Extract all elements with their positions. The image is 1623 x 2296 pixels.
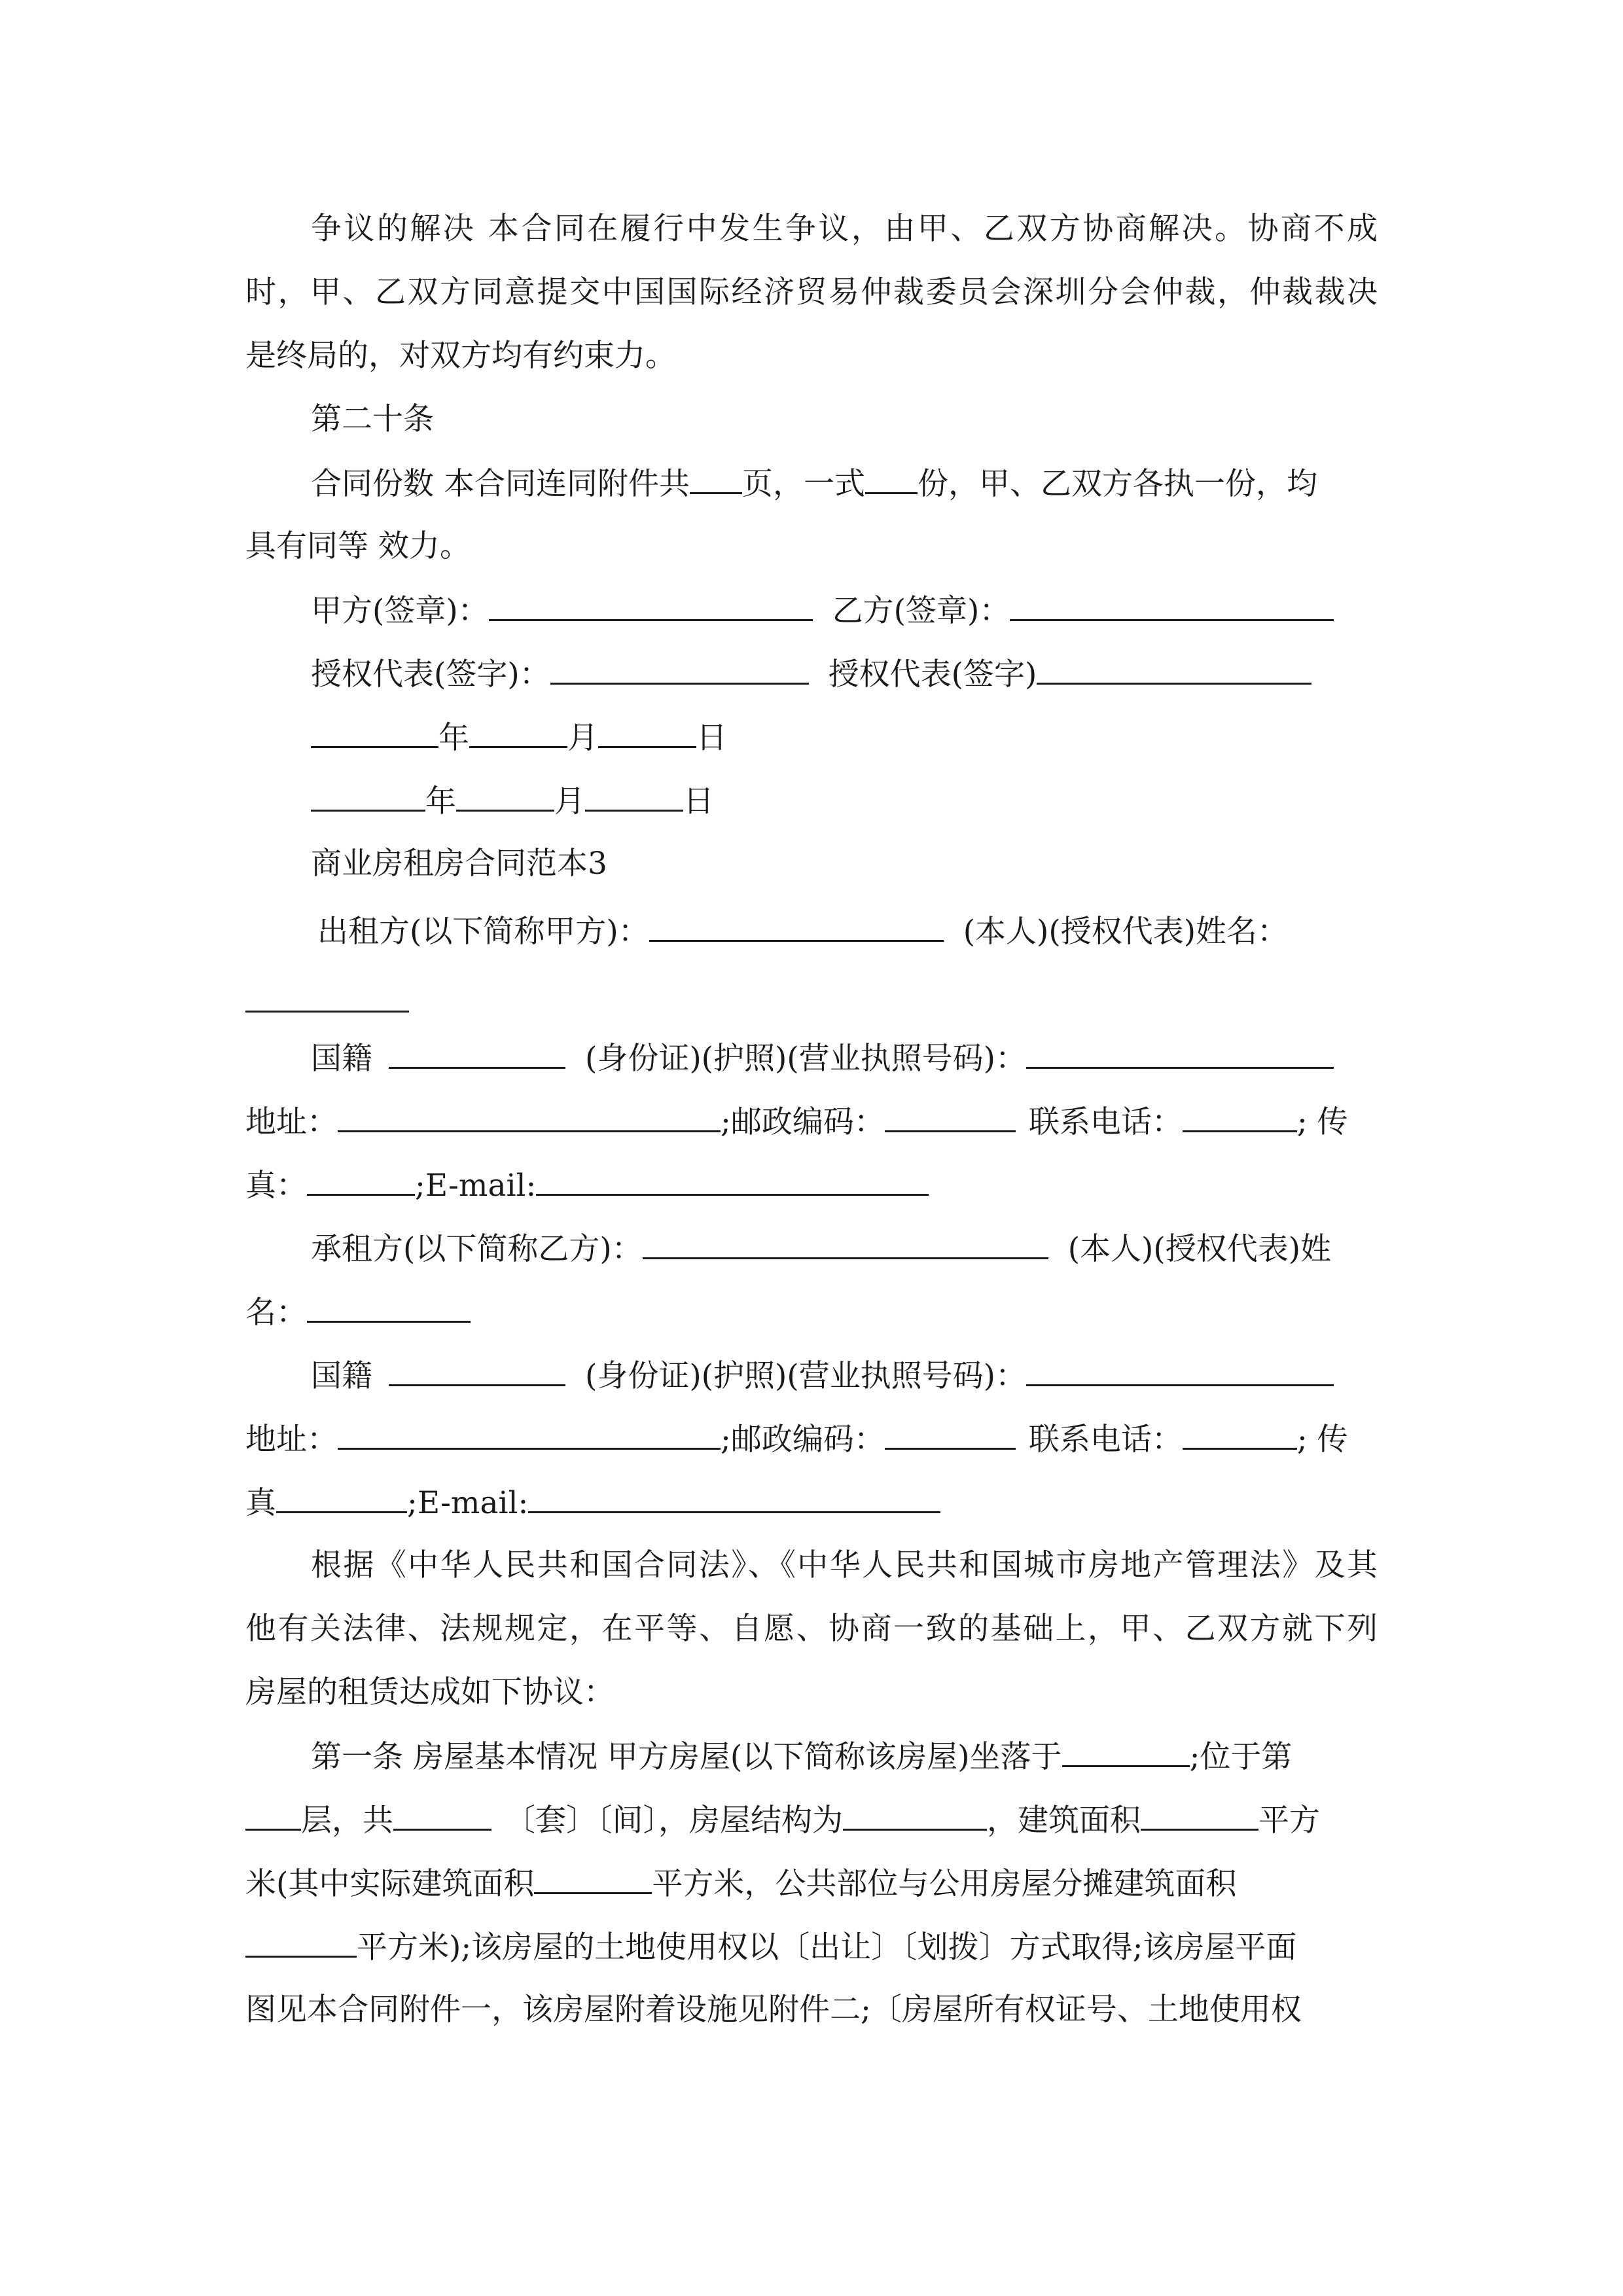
day-blank-b[interactable] <box>585 781 683 812</box>
fax-label-a1: ; 传 <box>1296 1104 1348 1140</box>
id-docs-blank-b[interactable] <box>1026 1355 1334 1386</box>
month-blank-b[interactable] <box>456 781 554 812</box>
contract-copies-line-1 <box>311 463 1378 504</box>
nationality-blank-b[interactable] <box>389 1355 565 1386</box>
dispute-paragraph-line-1: 争议的解决 本合同在履行中发生争议，由甲、乙双方协商解决。协商不成 <box>311 211 1378 247</box>
structure-blank[interactable] <box>843 1800 987 1831</box>
copies-count-blank[interactable] <box>865 463 918 494</box>
floor-blank[interactable] <box>245 1800 301 1831</box>
suite-label: 〔套〕〔间〕，房屋结构为 <box>505 1803 843 1839</box>
day-label-a: 日 <box>696 720 727 756</box>
law-paragraph-line-2: 他有关法律、法规规定，在平等、自愿、协商一致的基础上，甲、乙双方就下列 <box>245 1611 1378 1647</box>
postcode-label-b: ;邮政编码： <box>721 1422 885 1458</box>
seal-line <box>311 590 1378 631</box>
fax-blank-b[interactable] <box>276 1482 407 1513</box>
sqm-label: 平方 <box>1258 1803 1320 1839</box>
area-blank[interactable] <box>1141 1800 1258 1831</box>
rep-sign-a-blank[interactable] <box>550 654 809 685</box>
postcode-label-a: ;邮政编码： <box>721 1104 885 1140</box>
address-label-a: 地址： <box>245 1104 338 1140</box>
lessee-line <box>311 1229 1378 1269</box>
postcode-blank-b[interactable] <box>885 1419 1016 1450</box>
lessor-address-line <box>245 1102 1378 1142</box>
address-label-b: 地址： <box>245 1422 338 1458</box>
fax-label-b2: 真 <box>245 1485 276 1521</box>
article-1-line-5: 图见本合同附件一，该房屋附着设施见附件二;〔房屋所有权证号、土地使用权 <box>245 1992 1302 2028</box>
suite-count-blank[interactable] <box>393 1800 491 1831</box>
lessee-address-line <box>245 1419 1378 1460</box>
phone-label-a: 联系电话： <box>1028 1104 1183 1140</box>
pages-count-blank[interactable] <box>690 463 742 494</box>
day-label-b: 日 <box>683 783 714 819</box>
id-docs-blank-a[interactable] <box>1026 1038 1334 1069</box>
dispute-paragraph-line-2: 时，甲、乙双方同意提交中国国际经济贸易仲裁委员会深圳分会仲裁，仲裁裁决 <box>245 274 1378 310</box>
article-1-line-4 <box>245 1927 1378 1967</box>
lessor-blank[interactable] <box>649 911 944 942</box>
lessee-fax-line <box>245 1482 1378 1523</box>
lessee-name-line <box>245 1292 1378 1333</box>
lessee-nationality-line <box>311 1355 1378 1396</box>
nationality-blank-a[interactable] <box>389 1038 565 1069</box>
article-1-text-b: ;位于第 <box>1189 1739 1293 1775</box>
contract-copies-line-2: 具有同等 效力。 <box>245 528 471 564</box>
fax-label-b1: ; 传 <box>1296 1422 1348 1458</box>
party-b-seal-blank[interactable] <box>1010 590 1334 621</box>
lessor-name-label: (本人)(授权代表)姓名： <box>963 914 1289 950</box>
lessor-fax-line <box>245 1165 1378 1206</box>
law-paragraph-line-1: 根据《中华人民共和国合同法》、《中华人民共和国城市房地产管理法》及其 <box>311 1547 1378 1583</box>
year-blank-b[interactable] <box>311 781 425 812</box>
year-label-b: 年 <box>425 783 456 819</box>
id-docs-label-b: (身份证)(护照)(营业执照号码)： <box>585 1358 1027 1394</box>
phone-blank-a[interactable] <box>1183 1102 1297 1132</box>
area-label: ，建筑面积 <box>987 1803 1141 1839</box>
lessee-name-blank[interactable] <box>307 1292 471 1323</box>
lessor-label: 出租方(以下简称甲方)： <box>317 914 649 950</box>
nationality-label-a: 国籍 <box>311 1041 372 1077</box>
rep-sign-line <box>311 654 1378 694</box>
lessor-nationality-line <box>311 1038 1378 1079</box>
lessor-name-blank[interactable] <box>245 982 409 1013</box>
land-text: 平方米);该房屋的土地使用权以〔出让〕〔划拨〕方式取得;该房屋平面 <box>357 1929 1297 1965</box>
copies-text-c: 份，甲、乙双方各执一份，均 <box>917 466 1317 502</box>
email-blank-a[interactable] <box>536 1165 929 1196</box>
dispute-paragraph-line-3: 是终局的，对双方均有约束力。 <box>245 338 676 374</box>
address-blank-a[interactable] <box>338 1102 721 1132</box>
year-label-a: 年 <box>438 720 469 756</box>
article-1-line-3 <box>245 1863 1378 1904</box>
email-label-a: ;E-mail: <box>415 1168 537 1204</box>
name-label: 名： <box>245 1295 307 1331</box>
lessor-name-line <box>245 982 1378 1022</box>
copies-text-b: 页，一式 <box>741 466 865 502</box>
fax-blank-a[interactable] <box>307 1165 415 1196</box>
day-blank-a[interactable] <box>598 717 696 748</box>
article-1-line-2 <box>245 1800 1378 1840</box>
party-a-seal-blank[interactable] <box>489 590 813 621</box>
date-line-b <box>311 781 1378 821</box>
law-paragraph-line-3: 房屋的租赁达成如下协议： <box>245 1674 615 1710</box>
nationality-label-b: 国籍 <box>311 1358 372 1394</box>
party-a-seal-label: 甲方(签章)： <box>311 593 489 629</box>
area2-text-a: 米(其中实际建筑面积 <box>245 1866 535 1902</box>
phone-label-b: 联系电话： <box>1028 1422 1183 1458</box>
actual-area-blank[interactable] <box>534 1863 652 1894</box>
month-label-a: 月 <box>567 720 598 756</box>
lessor-line <box>317 911 1384 952</box>
article-20-heading: 第二十条 <box>311 401 434 437</box>
address-blank-b[interactable] <box>338 1419 721 1450</box>
location-blank[interactable] <box>1062 1736 1190 1767</box>
month-label-b: 月 <box>554 783 585 819</box>
copies-text-a: 合同份数 本合同连同附件共 <box>311 466 690 502</box>
floor-label: 层，共 <box>301 1803 393 1839</box>
rep-sign-a-label: 授权代表(签字)： <box>311 656 550 692</box>
rep-sign-b-blank[interactable] <box>1037 654 1311 685</box>
month-blank-a[interactable] <box>469 717 567 748</box>
article-1-text-a: 第一条 房屋基本情况 甲方房屋(以下简称该房屋)坐落于 <box>311 1739 1062 1775</box>
email-label-b: ;E-mail: <box>407 1485 529 1521</box>
shared-area-blank[interactable] <box>245 1927 357 1958</box>
date-line-a <box>311 717 1378 758</box>
id-docs-label-a: (身份证)(护照)(营业执照号码)： <box>585 1041 1027 1077</box>
lessee-name-label: (本人)(授权代表)姓 <box>1067 1231 1332 1267</box>
phone-blank-b[interactable] <box>1183 1419 1297 1450</box>
rep-sign-b-label: 授权代表(签字) <box>828 656 1037 692</box>
email-blank-b[interactable] <box>528 1482 940 1513</box>
postcode-blank-a[interactable] <box>885 1102 1016 1132</box>
lessee-blank[interactable] <box>643 1229 1048 1259</box>
lessee-label: 承租方(以下简称乙方)： <box>311 1231 643 1267</box>
article-1-line-1 <box>311 1736 1378 1777</box>
party-b-seal-label: 乙方(签章)： <box>832 593 1010 629</box>
year-blank-a[interactable] <box>311 717 438 748</box>
area2-text-b: 平方米，公共部位与公用房屋分摊建筑面积 <box>652 1866 1237 1902</box>
fax-label-a2: 真： <box>245 1168 307 1204</box>
sample-title: 商业房租房合同范本3 <box>311 846 607 882</box>
